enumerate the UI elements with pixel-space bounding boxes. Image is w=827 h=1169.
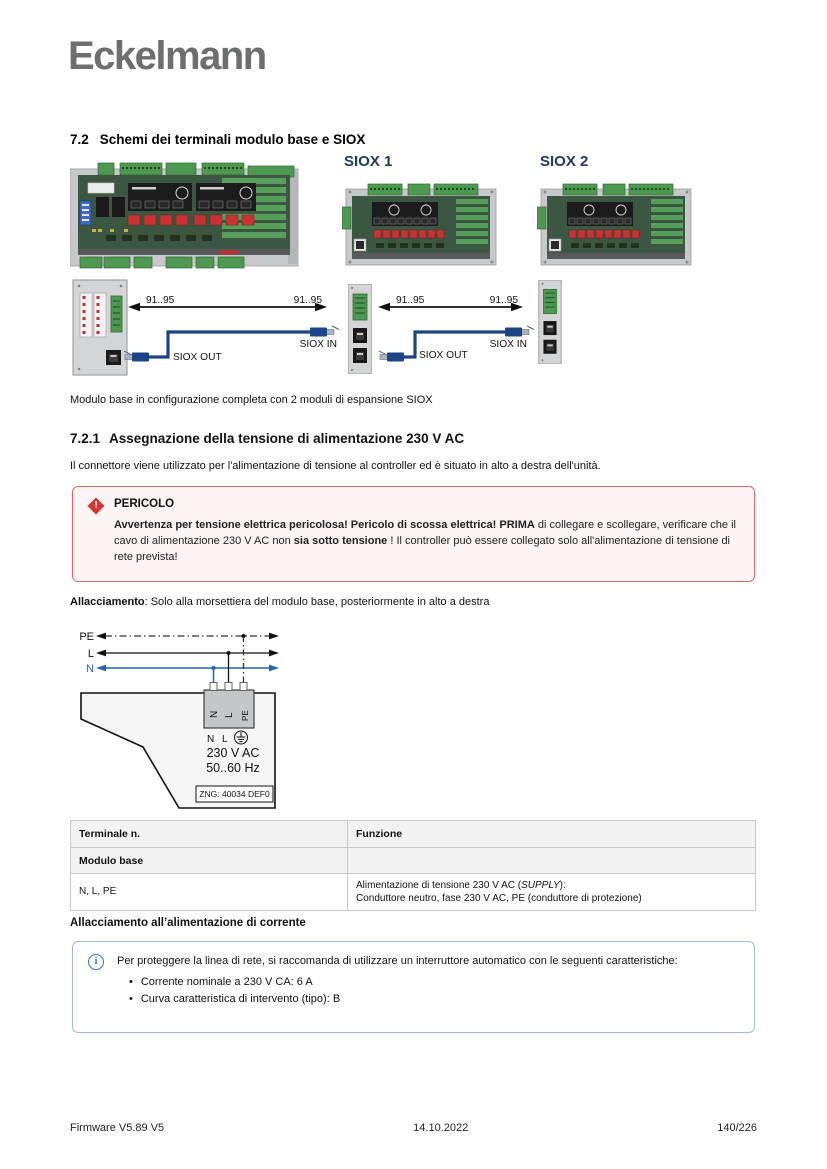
boards-illustration bbox=[70, 155, 730, 277]
info-bullet-1: • Corrente nominale a 230 V CA: 6 A bbox=[129, 974, 738, 990]
figure-caption: Modulo base in configurazione completa con 2 moduli di espansione SIOX bbox=[70, 394, 433, 406]
terminal-l-label: L bbox=[224, 712, 235, 718]
siox-in-label-1: SIOX IN bbox=[299, 339, 337, 350]
siox2-label: SIOX 2 bbox=[540, 153, 589, 170]
section-heading bbox=[70, 132, 365, 147]
danger-text-2: ! Il controller può essere collegato solo all'alimentazione di tensione di rete prevista! bbox=[114, 535, 730, 563]
connection-note-bold: Allacciamento bbox=[70, 596, 145, 608]
table-group-row bbox=[71, 848, 756, 874]
siox-out-label-2: SIOX OUT bbox=[419, 350, 468, 361]
voltage-label: 230 V AC bbox=[206, 746, 260, 760]
terminal-pe-label: PE bbox=[241, 710, 250, 721]
under-n-label: N bbox=[207, 734, 215, 745]
base-module-board bbox=[70, 163, 298, 268]
base-module-side-view bbox=[73, 280, 127, 375]
pe-line bbox=[96, 633, 279, 640]
terminal-n-label: N bbox=[209, 710, 220, 718]
info-bullet-2: • Curva caratteristica di intervento (tipo): B bbox=[129, 991, 738, 1007]
drawing-ref-label: ZNG: 40034 DEF0 bbox=[199, 789, 270, 799]
danger-text-1: di collegare e scollegare, verificare che il cavo di alimentazione 230 V AC non bbox=[114, 519, 736, 547]
l-line bbox=[96, 650, 279, 657]
table-data-row bbox=[71, 874, 756, 911]
siox2-board bbox=[537, 184, 691, 265]
range-label-2: 91..95 bbox=[293, 295, 322, 306]
siox-cabling-diagram bbox=[70, 274, 570, 386]
info-icon: i bbox=[88, 954, 104, 970]
info-box bbox=[72, 941, 755, 1033]
header-function: Funzione bbox=[348, 821, 756, 848]
connection-note-rest: : Solo alla morsettiera del modulo base, posteriormente in alto a destra bbox=[144, 596, 490, 608]
range-label-3: 91..95 bbox=[396, 295, 425, 306]
danger-bold-2: sia sotto tensione bbox=[293, 535, 388, 547]
subsection-heading bbox=[70, 431, 464, 446]
siox2-side-view bbox=[539, 280, 561, 364]
subsection-number: 7.2.1 bbox=[70, 431, 101, 446]
range-label-4: 91..95 bbox=[489, 295, 518, 306]
danger-text bbox=[114, 517, 740, 565]
function-line-1: Alimentazione di tensione 230 V AC (SUPPLY): bbox=[356, 879, 566, 891]
supply-terminal-block bbox=[204, 683, 254, 729]
siox1-board bbox=[342, 184, 496, 265]
table-header-row bbox=[71, 821, 756, 848]
range-label-1: 91..95 bbox=[146, 295, 175, 306]
info-text: Per proteggere la linea di rete, si raccomanda di utilizzare un interruttore automatico con le seguenti caratteristiche: bbox=[117, 955, 678, 967]
supply-italic: SUPPLY bbox=[521, 879, 560, 891]
info-bullet-list bbox=[129, 974, 738, 1007]
company-logo: Eckelmann bbox=[68, 34, 266, 78]
danger-icon: ! bbox=[88, 498, 105, 515]
cell-function bbox=[348, 874, 756, 911]
siox-out-label-1: SIOX OUT bbox=[173, 352, 222, 363]
header-terminal: Terminale n. bbox=[71, 821, 348, 848]
under-l-label: L bbox=[222, 734, 228, 745]
footer-firmware: Firmware V5.89 V5 bbox=[70, 1122, 165, 1134]
function-line-2: Conduttore neutro, fase 230 V AC, PE (conduttore di protezione) bbox=[356, 893, 642, 904]
n-label: N bbox=[86, 663, 94, 675]
frequency-label: 50..60 Hz bbox=[206, 761, 260, 775]
connection-note bbox=[70, 596, 489, 608]
siox1-side-view bbox=[348, 284, 372, 374]
power-connection-heading: Allacciamento all’alimentazione di corrente bbox=[70, 917, 306, 929]
cell-terminal: N, L, PE bbox=[71, 874, 348, 911]
siox1-label: SIOX 1 bbox=[344, 153, 393, 170]
section-number: 7.2 bbox=[70, 132, 89, 147]
subsection-title: Assegnazione della tensione di alimentazione 230 V AC bbox=[109, 431, 465, 446]
pe-label: PE bbox=[79, 631, 94, 643]
danger-box bbox=[72, 486, 755, 582]
intro-paragraph: Il connettore viene utilizzato per l'alimentazione di tensione al controller ed è situato in alto a destra dell'unità. bbox=[70, 460, 601, 472]
group-cell: Modulo base bbox=[71, 848, 348, 874]
n-line bbox=[96, 665, 279, 672]
siox-in-label-2: SIOX IN bbox=[489, 339, 527, 350]
danger-title: PERICOLO bbox=[114, 498, 175, 510]
footer-date: 14.10.2022 bbox=[413, 1122, 469, 1134]
section-title: Schemi dei terminali modulo base e SIOX bbox=[99, 132, 366, 147]
footer-page-number: 140/226 bbox=[717, 1122, 757, 1134]
terminal-table bbox=[70, 820, 756, 911]
l-label: L bbox=[87, 648, 94, 660]
danger-bold-1: Avvertenza per tensione elettrica pericolosa! Pericolo di scossa elettrica! PRIMA bbox=[114, 519, 535, 531]
power-wiring-diagram bbox=[70, 620, 300, 812]
group-cell-empty bbox=[348, 848, 756, 874]
page-footer bbox=[70, 1122, 757, 1134]
